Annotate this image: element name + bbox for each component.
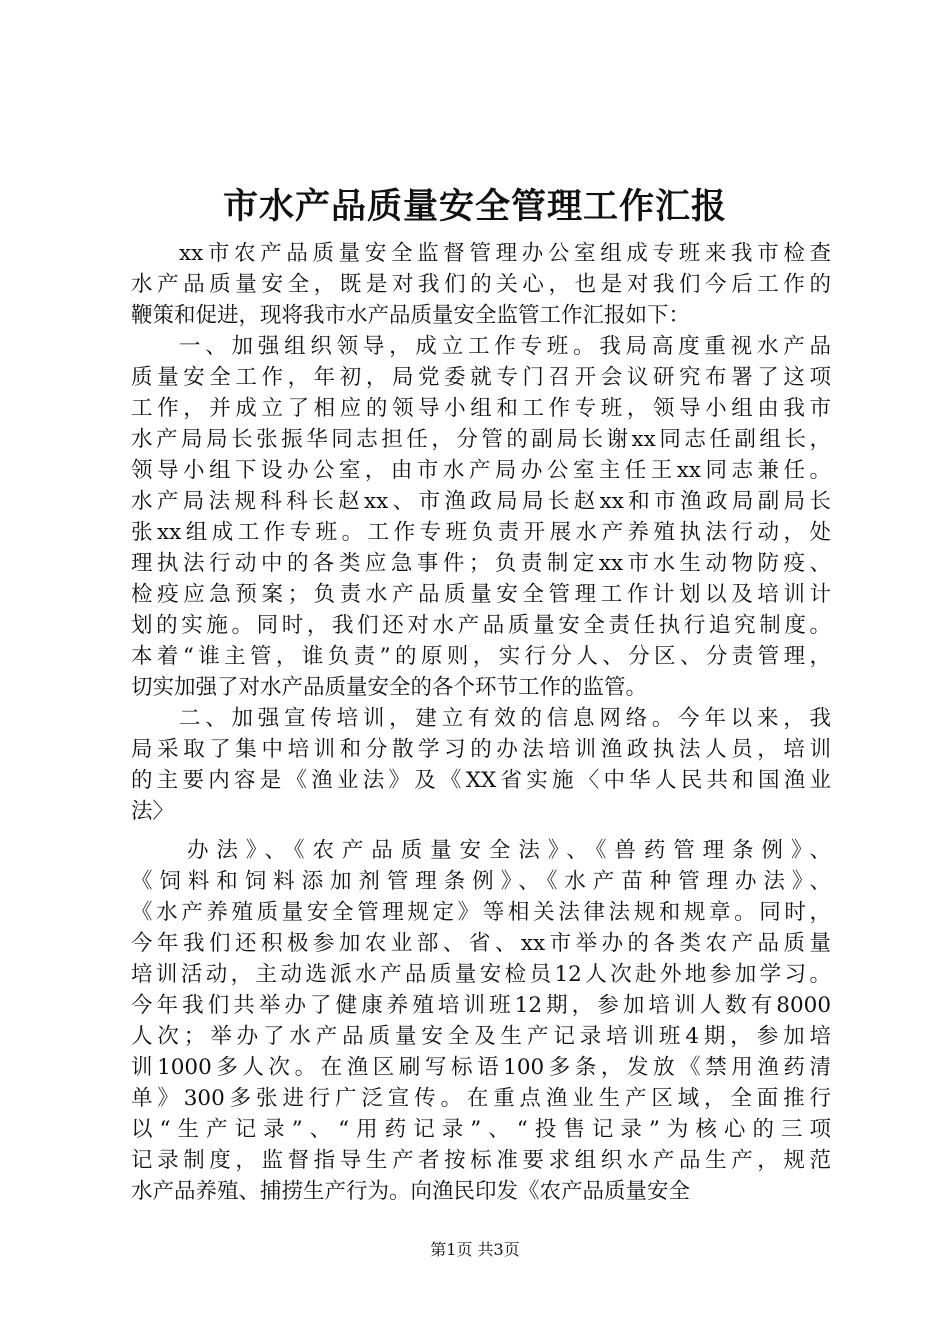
text-line: 检疫应急预案；负责水产品质量安全管理工作计划以及培训计: [131, 582, 831, 607]
text-line: 局采取了集中培训和分散学习的办法培训渔政执法人员，培训: [131, 737, 831, 762]
text-line: 培训活动，主动选派水产品质量安检员12人次赴外地参加学习。: [131, 962, 831, 987]
text-line: 训1000多人次。在渔区刷写标语100多条，发放《禁用渔药清: [131, 1055, 831, 1080]
text-line: 工作，并成立了相应的领导小组和工作专班，领导小组由我市: [131, 396, 831, 421]
text-line: 人次；举办了水产品质量安全及生产记录培训班4期，参加培: [131, 1024, 831, 1049]
text-line: 鞭策和促进，现将我市水产品质量安全监管工作汇报如下：: [131, 303, 691, 328]
text-line: 水产品养殖、捕捞生产行为。向渔民印发《农产品质量安全: [131, 1179, 691, 1204]
text-line: xx市农产品质量安全监督管理办公室组成专班来我市检查: [179, 241, 831, 266]
text-line: 的主要内容是《渔业法》及《XX省实施〈中华人民共和国渔业: [131, 768, 831, 793]
text-line: 今年我们还积极参加农业部、省、xx市举办的各类农产品质量: [131, 931, 831, 956]
text-line: 切实加强了对水产品质量安全的各个环节工作的监管。: [131, 675, 648, 700]
text-line: 本着“谁主管，谁负责”的原则，实行分人、分区、分责管理，: [131, 644, 831, 669]
text-line: 一、加强组织领导，成立工作专班。我局高度重视水产品: [179, 334, 831, 359]
paragraph-gap: [131, 827, 831, 835]
text-line: 今年我们共举办了健康养殖培训班12期，参加培训人数有8000: [131, 993, 831, 1018]
text-line: 记录制度，监督指导生产者按标准要求组织水产品生产，规范: [131, 1148, 831, 1173]
text-line: 水产局局长张振华同志担任，分管的副局长谢xx同志任副组长，: [131, 427, 831, 452]
page-number: 第1页 共3页: [430, 1240, 520, 1259]
text-line: 二、加强宣传培训，建立有效的信息网络。今年以来，我: [179, 706, 831, 731]
text-line: 《饲料和饲料添加剂管理条例》、《水产苗种管理办法》、: [131, 869, 831, 894]
text-line: 办法》、《农产品质量安全法》、《兽药管理条例》、: [187, 838, 831, 863]
text-line: 理执法行动中的各类应急事件；负责制定xx市水生动物防疫、: [131, 551, 831, 576]
text-line: 水产品质量安全，既是对我们的关心，也是对我们今后工作的: [131, 272, 831, 297]
text-line: 划的实施。同时，我们还对水产品质量安全责任执行追究制度。: [131, 613, 831, 638]
text-line: 张xx组成工作专班。工作专班负责开展水产养殖执法行动，处: [131, 520, 831, 545]
text-line: 质量安全工作，年初，局党委就专门召开会议研究布署了这项: [131, 365, 831, 390]
text-line: 水产局法规科科长赵xx、市渔政局局长赵xx和市渔政局副局长: [131, 489, 831, 514]
text-line: 《水产养殖质量安全管理规定》等相关法律法规和规章。同时，: [131, 900, 831, 925]
document-body: [131, 238, 831, 1207]
text-line: 法〉: [131, 799, 175, 824]
text-line: 领导小组下设办公室，由市水产局办公室主任王xx同志兼任。: [131, 458, 831, 483]
text-line: 以“生产记录”、“用药记录”、“投售记录”为核心的三项: [131, 1117, 831, 1142]
text-line: 单》300多张进行广泛宣传。在重点渔业生产区域，全面推行: [131, 1086, 831, 1111]
document-title: 市水产品质量安全管理工作汇报: [222, 186, 727, 227]
